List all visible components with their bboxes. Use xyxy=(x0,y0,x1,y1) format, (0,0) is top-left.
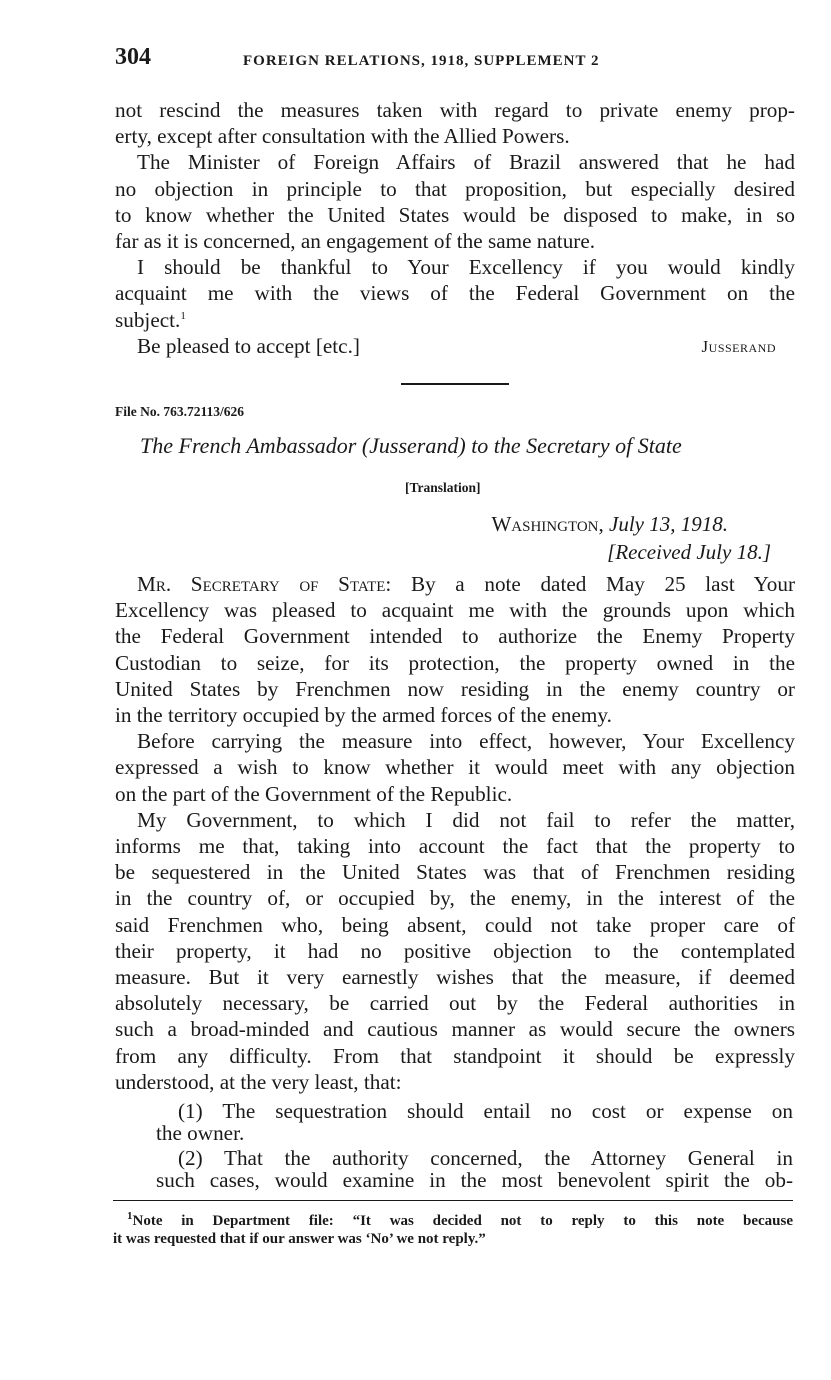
text-line: (1) The sequestration should entail no cost or expense on xyxy=(178,1099,793,1123)
text-line: My Government, to which I did not fail to refer the matter, xyxy=(137,807,795,832)
text-line: the Federal Government intended to authorize the Enemy Property xyxy=(115,624,795,649)
text-line: such cases, would examine in the most benevolent spirit the ob- xyxy=(156,1168,793,1192)
text-line: (2) That the authority concerned, the Attorney General in xyxy=(178,1146,793,1170)
text-line: measure. But it very earnestly wishes that the measure, if deemed xyxy=(115,965,795,990)
footnote-marker: 1 xyxy=(127,1210,133,1222)
text-line: on the part of the Government of the Republic. xyxy=(115,781,513,806)
closing-line: Be pleased to accept [etc.] xyxy=(137,333,360,358)
footnote-rule xyxy=(113,1200,793,1201)
text-line: erty, except after consultation with the Allied Powers. xyxy=(115,124,570,149)
text-line: absolutely necessary, be carried out by the Federal authorities in xyxy=(115,991,795,1016)
text-line: Before carrying the measure into effect, however, Your Excellency xyxy=(137,729,795,754)
numbered-item xyxy=(156,1100,793,1144)
text-line: to know whether the United States would be disposed to make, in so xyxy=(115,202,795,227)
text-line: expressed a wish to know whether it would meet with any objection xyxy=(115,755,795,780)
received-text: [Received July 18.] xyxy=(607,540,771,564)
salutation: Mr. Secretary of State: xyxy=(137,572,392,596)
signature: Jusserand xyxy=(701,337,776,356)
letter-body xyxy=(115,571,795,1095)
section-divider xyxy=(401,383,509,385)
text-line: the owner. xyxy=(156,1121,245,1145)
document-title: The French Ambassador (Jusserand) to the Secretary of State xyxy=(140,433,682,458)
text-line: Excellency was pleased to acquaint me with the grounds upon which xyxy=(115,598,795,623)
text-line: in the territory occupied by the armed forces of the enemy. xyxy=(115,703,612,728)
translation-note: [Translation] xyxy=(405,480,481,495)
text-line: not rescind the measures taken with regard to private enemy prop- xyxy=(115,98,795,122)
text-fragment: By a note dated May 25 last Your xyxy=(391,572,795,596)
text-line: no objection in principle to that proposition, but especially desired xyxy=(115,176,795,201)
text-line: such a broad-minded and cautious manner as would secure the owners xyxy=(115,1017,795,1042)
text-line: said Frenchmen who, being absent, could not take proper care of xyxy=(115,912,795,937)
text-line: acquaint me with the views of the Federal Government on the xyxy=(115,281,795,306)
text-line: from any difficulty. From that standpoint it should be expressly xyxy=(115,1043,795,1068)
text-line: Custodian to seize, for its protection, the property owned in the xyxy=(115,650,795,675)
text-line xyxy=(115,307,795,333)
text-line: be sequestered in the United States was that of Frenchmen residing xyxy=(115,860,795,885)
text-fragment: subject. xyxy=(115,307,181,332)
footnote-reference: 1 xyxy=(180,309,186,322)
footnote xyxy=(113,1212,793,1248)
dateline-date: July 13, 1918. xyxy=(609,512,728,536)
text-line: in the country of, or occupied by, the enemy, in the interest of the xyxy=(115,886,795,911)
text-line: I should be thankful to Your Excellency if you would kindly xyxy=(137,255,795,280)
text-line xyxy=(113,1212,793,1230)
text-line: their property, it had no positive objection to the contemplated xyxy=(115,938,795,963)
file-number: File No. 763.72113/626 xyxy=(115,404,244,419)
text-line: informs me that, taking into account the fact that the property to xyxy=(115,834,795,859)
text-line: United States by Frenchmen now residing in the enemy country or xyxy=(115,676,795,701)
dateline xyxy=(491,512,728,537)
text-line: it was requested that if our answer was ‘No’ we not reply.” xyxy=(113,1231,486,1247)
running-header: FOREIGN RELATIONS, 1918, SUPPLEMENT 2 xyxy=(243,53,600,69)
dateline-place: Washington, xyxy=(491,512,604,536)
numbered-item xyxy=(156,1147,793,1191)
page-number: 304 xyxy=(115,44,151,70)
text-line: The Minister of Foreign Affairs of Brazil answered that he had xyxy=(137,150,795,175)
salutation-line xyxy=(115,571,795,597)
text-fragment: Note in Department file: “It was decided not to reply to this note because xyxy=(132,1213,793,1229)
text-line: understood, at the very least, that: xyxy=(115,1069,402,1094)
text-line: far as it is concerned, an engagement of the same nature. xyxy=(115,229,596,254)
received-date xyxy=(607,540,771,565)
continued-letter xyxy=(115,97,795,359)
